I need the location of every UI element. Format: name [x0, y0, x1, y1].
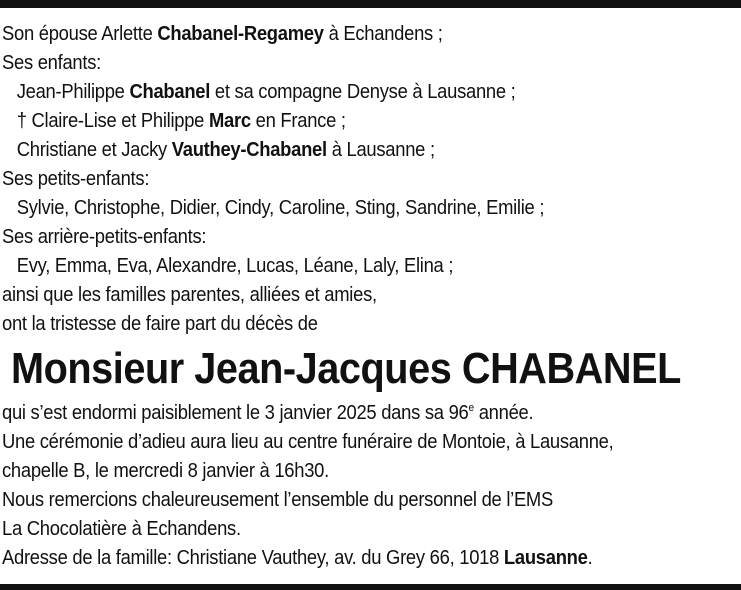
child-suffix: et sa compagne Denyse à Lausanne ;	[210, 81, 516, 103]
child-name: Vauthey-Chabanel	[171, 139, 327, 161]
ceremony-line: Une cérémonie d’adieu aura lieu au centre funéraire de Montoie, à Lausanne,	[2, 431, 614, 453]
child-prefix: † Claire-Lise et Philippe	[16, 110, 209, 132]
child-name: Marc	[208, 110, 251, 132]
bottom-rule	[0, 584, 741, 590]
top-rule	[0, 0, 741, 8]
children-heading: Ses enfants:	[2, 52, 101, 74]
great-grandchildren-heading: Ses arrière-petits-enfants:	[2, 226, 207, 248]
address-suffix: .	[587, 547, 593, 569]
great-grandchildren-list: Evy, Emma, Eva, Alexandre, Lucas, Léane, Laly, Elina ;	[16, 255, 454, 277]
spouse-line	[2, 20, 680, 49]
deceased-name: Monsieur Jean-Jacques CHABANEL	[11, 344, 681, 393]
child-line	[2, 107, 680, 136]
child-prefix: Jean-Philippe	[16, 81, 130, 103]
death-line	[2, 399, 680, 428]
grandchildren-heading: Ses petits-enfants:	[2, 168, 150, 190]
spouse-name: Chabanel-Regamey	[157, 23, 324, 45]
announcement-line: ont la tristesse de faire part du décès de	[2, 313, 318, 335]
child-suffix: à Lausanne ;	[326, 139, 435, 161]
spouse-prefix: Son épouse Arlette	[2, 23, 158, 45]
death-suffix: année.	[473, 402, 534, 424]
address-city: Lausanne	[503, 547, 588, 569]
child-prefix: Christiane et Jacky	[16, 139, 172, 161]
ordinal-superscript: e	[468, 402, 474, 414]
thanks-line: La Chocolatière à Echandens.	[2, 518, 241, 540]
relatives-line: ainsi que les familles parentes, alliées et amies,	[2, 284, 377, 306]
death-text: qui s’est endormi paisiblement le 3 janvier 2025 dans sa 96	[2, 402, 469, 424]
child-suffix: en France ;	[250, 110, 346, 132]
child-line	[2, 136, 680, 165]
ceremony-line: chapelle B, le mercredi 8 janvier à 16h30.	[2, 460, 329, 482]
child-name: Chabanel	[129, 81, 211, 103]
address-text: Adresse de la famille: Christiane Vauthey, av. du Grey 66, 1018	[2, 547, 504, 569]
spouse-suffix: à Echandens ;	[323, 23, 443, 45]
child-line	[2, 78, 680, 107]
address-line	[2, 544, 680, 573]
grandchildren-list: Sylvie, Christophe, Didier, Cindy, Caroline, Sting, Sandrine, Emilie ;	[16, 197, 545, 219]
thanks-line: Nous remercions chaleureusement l’ensemble du personnel de l’EMS	[2, 489, 553, 511]
obituary-notice	[2, 20, 680, 573]
